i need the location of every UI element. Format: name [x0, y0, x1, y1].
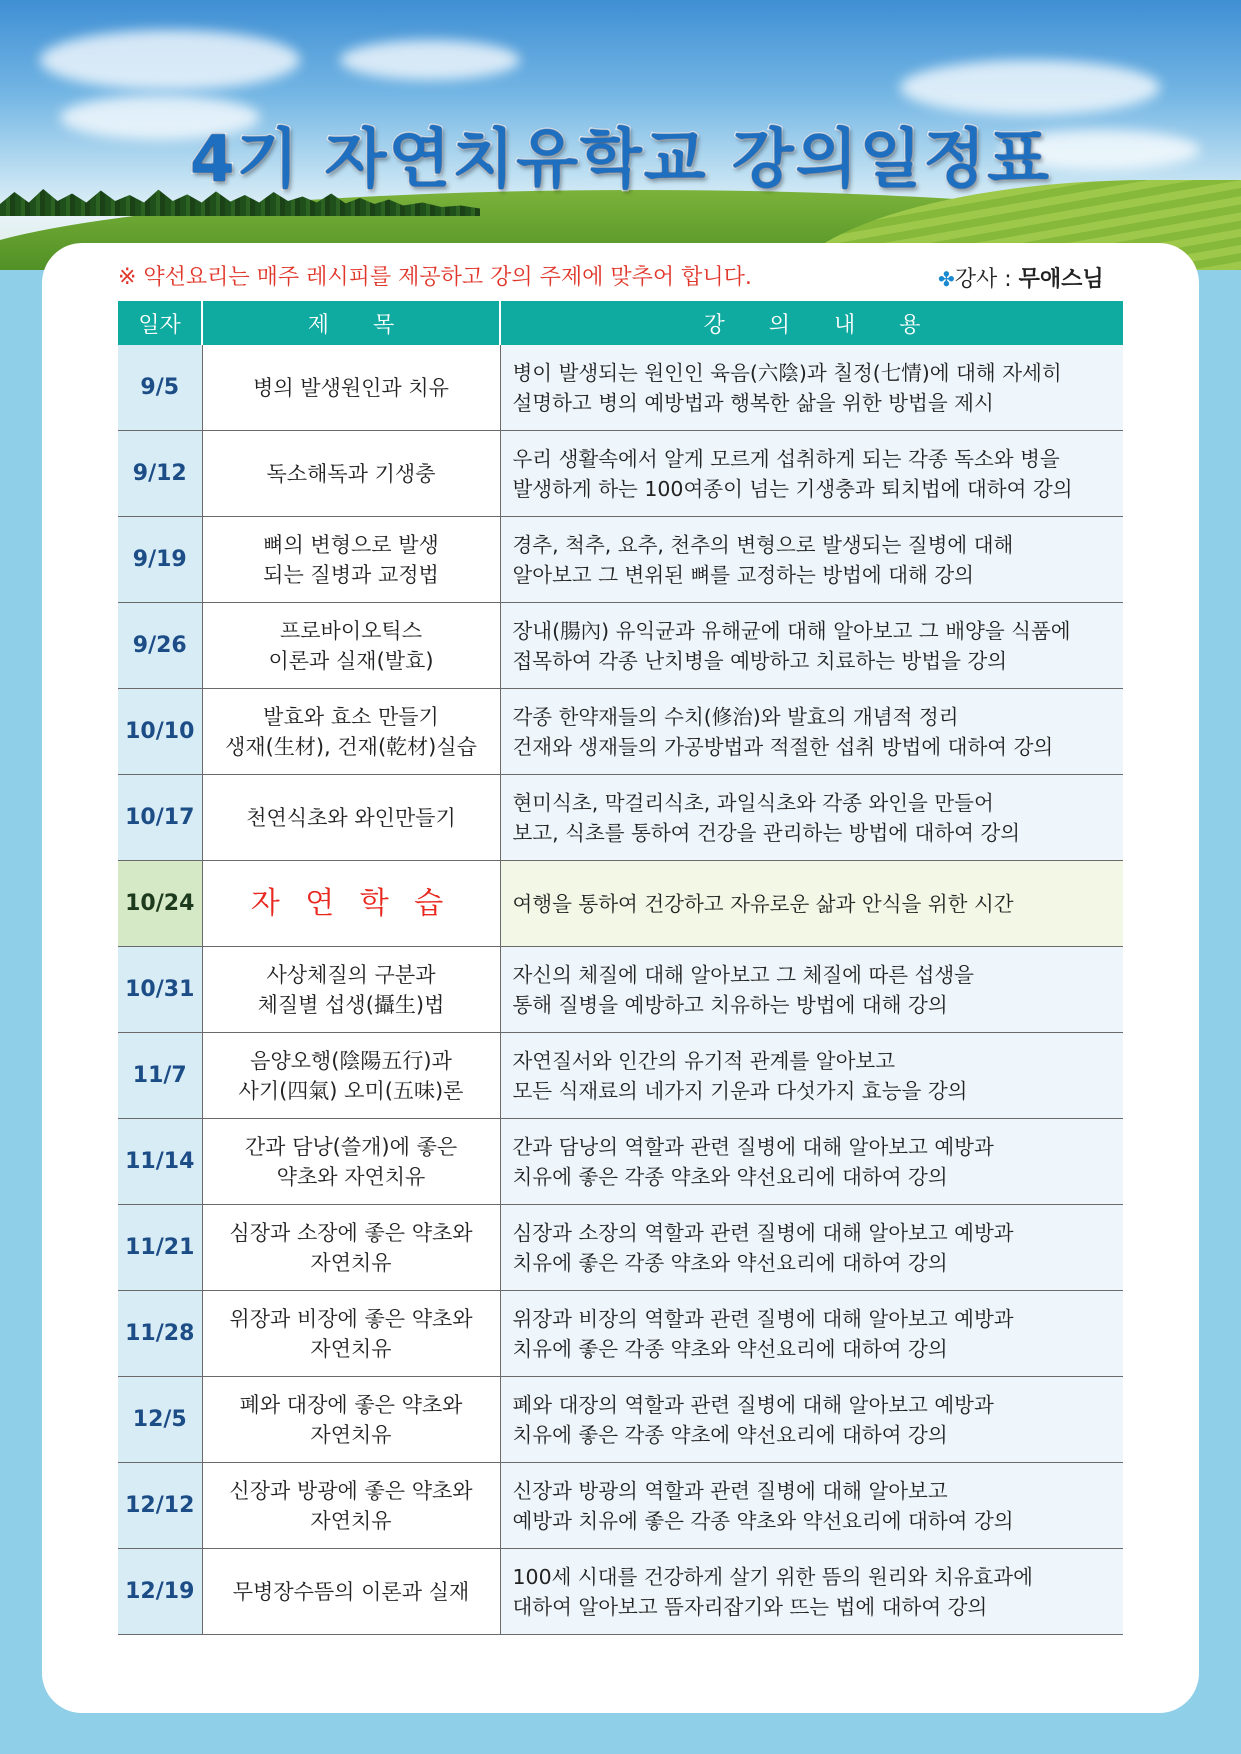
row-title: 프로바이오틱스 이론과 실재(발효) [202, 603, 500, 689]
row-content: 각종 한약재들의 수치(修治)와 발효의 개념적 정리 건재와 생재들의 가공방법과 적절한 섭취 방법에 대하여 강의 [500, 689, 1123, 775]
row-date: 11/7 [118, 1033, 202, 1119]
row-date: 9/5 [118, 345, 202, 431]
row-date: 10/17 [118, 775, 202, 861]
row-content: 신장과 방광의 역할과 관련 질병에 대해 알아보고 예방과 치유에 좋은 각종 약초와 약선요리에 대하여 강의 [500, 1463, 1123, 1549]
row-title: 신장과 방광에 좋은 약초와 자연치유 [202, 1463, 500, 1549]
row-title: 병의 발생원인과 치유 [202, 345, 500, 431]
row-content: 100세 시대를 건강하게 살기 위한 뜸의 원리와 치유효과에 대하여 알아보고 뜸자리잡기와 뜨는 법에 대하여 강의 [500, 1549, 1123, 1635]
row-title: 위장과 비장에 좋은 약초와 자연치유 [202, 1291, 500, 1377]
row-content: 자신의 체질에 대해 알아보고 그 체질에 따른 섭생을 통해 질병을 예방하고 치유하는 방법에 대해 강의 [500, 947, 1123, 1033]
cloud [340, 40, 520, 80]
table-row [118, 1033, 1123, 1119]
row-content: 간과 담낭의 역할과 관련 질병에 대해 알아보고 예방과 치유에 좋은 각종 약초와 약선요리에 대하여 강의 [500, 1119, 1123, 1205]
row-title: 뼈의 변형으로 발생 되는 질병과 교정법 [202, 517, 500, 603]
schedule-table [118, 301, 1123, 1635]
clover-icon: ✤ [938, 267, 955, 291]
row-content: 장내(腸內) 유익균과 유해균에 대해 알아보고 그 배양을 식품에 접목하여 각종 난치병을 예방하고 치료하는 방법을 강의 [500, 603, 1123, 689]
row-date: 9/19 [118, 517, 202, 603]
row-date: 10/31 [118, 947, 202, 1033]
row-content: 경추, 척추, 요추, 천추의 변형으로 발생되는 질병에 대해 알아보고 그 변위된 뼈를 교정하는 방법에 대해 강의 [500, 517, 1123, 603]
header-date: 일자 [118, 301, 202, 345]
row-title: 폐와 대장에 좋은 약초와 자연치유 [202, 1377, 500, 1463]
table-header-row [118, 301, 1123, 345]
table-row [118, 947, 1123, 1033]
row-date: 12/5 [118, 1377, 202, 1463]
row-title: 발효와 효소 만들기 생재(生材), 건재(乾材)실습 [202, 689, 500, 775]
row-content: 자연질서와 인간의 유기적 관계를 알아보고 모든 식재료의 네가지 기운과 다섯가지 효능을 강의 [500, 1033, 1123, 1119]
row-title: 사상체질의 구분과 체질별 섭생(攝生)법 [202, 947, 500, 1033]
row-title: 간과 담낭(쓸개)에 좋은 약초와 자연치유 [202, 1119, 500, 1205]
table-row [118, 1377, 1123, 1463]
table-row [118, 1205, 1123, 1291]
row-content: 우리 생활속에서 알게 모르게 섭취하게 되는 각종 독소와 병을 발생하게 하는 100여종이 넘는 기생충과 퇴치법에 대하여 강의 [500, 431, 1123, 517]
row-content: 위장과 비장의 역할과 관련 질병에 대해 알아보고 예방과 치유에 좋은 각종 약초와 약선요리에 대하여 강의 [500, 1291, 1123, 1377]
row-date: 12/12 [118, 1463, 202, 1549]
row-content: 현미식초, 막걸리식초, 과일식초와 각종 와인을 만들어 보고, 식초를 통하여 건강을 관리하는 방법에 대하여 강의 [500, 775, 1123, 861]
row-date: 10/10 [118, 689, 202, 775]
recipe-notice: ※ 약선요리는 매주 레시피를 제공하고 강의 주제에 맞추어 합니다. [118, 265, 752, 290]
table-row [118, 775, 1123, 861]
row-title: 천연식초와 와인만들기 [202, 775, 500, 861]
header-title: 제 목 [202, 301, 500, 345]
row-date: 11/21 [118, 1205, 202, 1291]
table-row [118, 689, 1123, 775]
table-row [118, 1463, 1123, 1549]
cloud [40, 30, 300, 90]
instructor-name: 무애스님 [1018, 267, 1104, 292]
row-content: 심장과 소장의 역할과 관련 질병에 대해 알아보고 예방과 치유에 좋은 각종 약초와 약선요리에 대하여 강의 [500, 1205, 1123, 1291]
table-row [118, 345, 1123, 431]
row-content: 폐와 대장의 역할과 관련 질병에 대해 알아보고 예방과 치유에 좋은 각종 약초에 약선요리에 대하여 강의 [500, 1377, 1123, 1463]
row-title: 심장과 소장에 좋은 약초와 자연치유 [202, 1205, 500, 1291]
table-row [118, 431, 1123, 517]
row-date: 11/14 [118, 1119, 202, 1205]
row-date: 10/24 [118, 861, 202, 947]
row-content: 병이 발생되는 원인인 육음(六陰)과 칠정(七情)에 대해 자세히 설명하고 병의 예방법과 행복한 삶을 위한 방법을 제시 [500, 345, 1123, 431]
table-row [118, 1291, 1123, 1377]
row-title: 독소해독과 기생충 [202, 431, 500, 517]
row-date: 9/26 [118, 603, 202, 689]
row-content: 여행을 통하여 건강하고 자유로운 삶과 안식을 위한 시간 [500, 861, 1123, 947]
table-row [118, 517, 1123, 603]
row-date: 12/19 [118, 1549, 202, 1635]
row-date: 11/28 [118, 1291, 202, 1377]
cloud [900, 60, 1160, 115]
instructor-info [938, 262, 1104, 293]
schedule-body [118, 345, 1123, 1635]
row-title: 무병장수뜸의 이론과 실재 [202, 1549, 500, 1635]
table-row [118, 1549, 1123, 1635]
page-title: 4기 자연치유학교 강의일정표 [190, 123, 1051, 197]
row-title: 음양오행(陰陽五行)과 사기(四氣) 오미(五味)론 [202, 1033, 500, 1119]
header-content: 강 의 내 용 [500, 301, 1123, 345]
table-row [118, 1119, 1123, 1205]
row-title: 자 연 학 습 [202, 861, 500, 947]
row-date: 9/12 [118, 431, 202, 517]
instructor-label: 강사 : [954, 267, 1019, 292]
table-row [118, 861, 1123, 947]
table-row [118, 603, 1123, 689]
